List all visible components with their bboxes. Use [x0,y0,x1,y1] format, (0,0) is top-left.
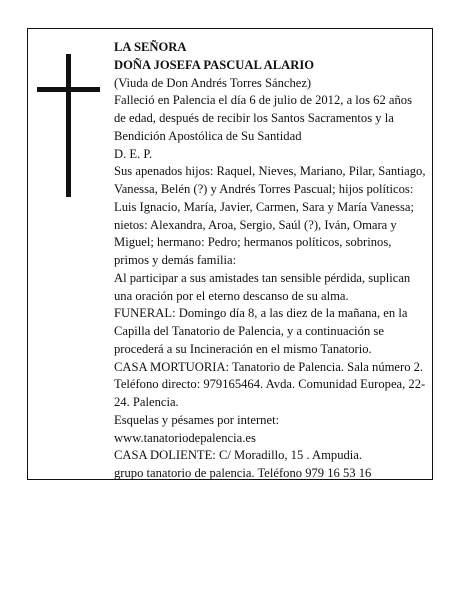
cross-icon-bar [37,87,100,92]
grieving-home: CASA DOLIENTE: C/ Moradillo, 15 . Ampudia. [114,448,363,463]
header-title: LA SEÑORA [114,40,187,54]
funeral-info: FUNERAL: Domingo día 8, a las diez de la mañana, en la Capilla del Tanatorio de Palencia, y a continuación se procederá a su Incineración en el mismo Tanatorio. [114,306,408,356]
website-link: www.tanatoriodepalencia.es [114,430,256,445]
death-announcement: Falleció en Palencia el día 6 de julio de 2012, a los 62 años de edad, después de recibir los Santos Sacramentos y la Bendición Apostólica de Su Santidad [114,93,412,143]
funeral-group-phone: grupo tanatorio de palencia. Teléfono 979 16 53 16 [114,466,372,480]
rip-line: D. E. P. [114,146,153,161]
internet-condolences: Esquelas y pésames por internet: [114,412,280,427]
widow-note: (Viuda de Don Andrés Torres Sánchez) [114,75,312,90]
prayer-request: Al participar a sus amistades tan sensible pérdida, suplican una oración por el eterno descanso de su alma. [114,270,411,303]
obituary-text [114,39,426,483]
mortuary-info: CASA MORTUORIA: Tanatorio de Palencia. Sala número 2. Teléfono directo: 979165464. Avda. Comunidad Europea, 22-24. Palencia. [114,359,426,409]
cross-icon [66,54,71,197]
deceased-name: DOÑA JOSEFA PASCUAL ALARIO [114,57,315,72]
family-list: Sus apenados hijos: Raquel, Nieves, Mariano, Pilar, Santiago, Vanessa, Belén (?) y Andrés Torres Pascual; hijos políticos: Luis Ignacio, María, Javier, Carmen, Sara y María Vanessa; nietos: Alexandra, Aroa, Sergio, Saúl (?), Iván, Omara y Miguel; hermano: Pedro; hermanos políticos, sobrinos, primos y demás familia: [114,164,426,267]
